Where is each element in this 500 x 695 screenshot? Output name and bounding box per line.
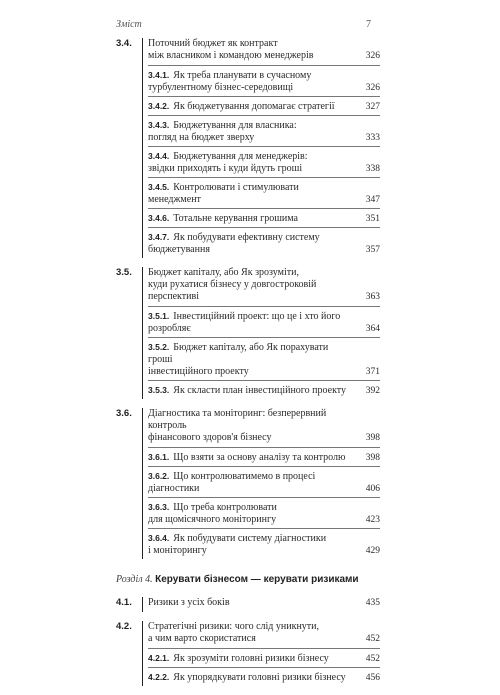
entry-title	[148, 621, 360, 645]
section-number: 4.1.	[116, 597, 132, 608]
subentry-number: 4.2.1.	[148, 653, 170, 663]
entry-title-line: Ризики з усіх боків	[148, 597, 230, 608]
section-body	[142, 38, 380, 258]
subentry-number: 4.2.2.	[148, 672, 170, 682]
subentry-number: 3.4.3.	[148, 120, 170, 130]
part-label: Розділ 4.	[116, 574, 156, 585]
toc-subentry[interactable]	[148, 532, 380, 559]
toc-entry[interactable]	[148, 621, 380, 649]
subentry-title	[148, 501, 360, 526]
subentry-number: 3.4.6.	[148, 213, 170, 223]
entry-title-line: Контролювати і стимулювати менеджмент	[148, 182, 299, 205]
subentry-number: 3.4.2.	[148, 101, 170, 111]
section-number: 3.6.	[116, 408, 132, 419]
entry-title-line: куди рухатися бізнесу у довгостроковій перспективі	[148, 279, 317, 302]
section-gap	[116, 612, 380, 621]
subentry-page: 392	[365, 386, 380, 396]
subentry-number: 3.6.3.	[148, 502, 170, 512]
subentry-page: 333	[365, 133, 380, 143]
entry-title	[148, 38, 360, 62]
toc-section	[116, 408, 380, 559]
entry-title-line: Бюджет капіталу, або Як зрозуміти,	[148, 267, 299, 278]
toc-section	[116, 597, 380, 612]
section-gap	[116, 399, 380, 408]
entry-title-line: Як скласти план інвестиційного проекту	[173, 385, 347, 396]
entry-title-line: Як побудувати систему діагностики	[173, 533, 327, 544]
toc-subentry[interactable]	[148, 652, 380, 668]
subentry-title	[148, 652, 360, 665]
entry-title	[148, 408, 360, 444]
toc-entry[interactable]	[148, 597, 380, 612]
subentry-page: 423	[365, 515, 380, 525]
section-body	[142, 597, 380, 612]
part-heading	[116, 574, 380, 585]
section-body	[142, 621, 380, 686]
entry-page: 363	[365, 292, 380, 302]
subentry-title	[148, 532, 360, 557]
subentry-number: 3.6.1.	[148, 452, 170, 462]
subentry-title	[148, 150, 360, 175]
entry-title-line: погляд на бюджет зверху	[148, 132, 255, 143]
section-gap	[116, 258, 380, 267]
toc-subentry[interactable]	[148, 69, 380, 97]
entry-page: 398	[365, 433, 380, 443]
entry-title-line: фінансового здоров'я бізнесу	[148, 432, 272, 443]
running-title: Зміст	[116, 19, 142, 30]
entry-title-line: інвестиційного проекту	[148, 366, 249, 377]
subentry-number: 3.4.4.	[148, 151, 170, 161]
section-number: 3.4.	[116, 38, 132, 49]
subentry-title	[148, 69, 360, 94]
entry-title-line: Поточний бюджет як контракт	[148, 38, 278, 49]
toc-section	[116, 38, 380, 258]
toc-entry[interactable]	[148, 38, 380, 66]
subentry-number: 3.5.3.	[148, 385, 170, 395]
subentry-title	[148, 384, 360, 397]
entry-title-line: звідки приходять і куди йдуть гроші	[148, 163, 303, 174]
subentry-number: 3.4.5.	[148, 182, 170, 192]
entry-title-line: а чим варто скористатися	[148, 633, 256, 644]
subentry-title	[148, 470, 360, 495]
entry-title-line: Бюджет капіталу, або Як порахувати гроші	[148, 342, 329, 365]
toc-subentry[interactable]	[148, 181, 380, 209]
section-gap	[116, 686, 380, 695]
table-of-contents	[116, 38, 380, 695]
subentry-number: 3.4.7.	[148, 232, 170, 242]
entry-title-line: і моніторингу	[148, 545, 207, 556]
entry-title	[148, 267, 360, 303]
subentry-page: 357	[365, 245, 380, 255]
subentry-title	[148, 310, 360, 335]
subentry-page: 347	[365, 195, 380, 205]
subentry-title	[148, 212, 360, 225]
subentry-page: 406	[365, 484, 380, 494]
subentry-page: 398	[365, 453, 380, 463]
entry-page: 452	[365, 634, 380, 644]
section-number: 4.2.	[116, 621, 132, 632]
section-body	[142, 408, 380, 559]
entry-title-line: Бюджетування для менеджерів:	[173, 151, 308, 162]
section-body	[142, 267, 380, 399]
entry-title-line: Як бюджетування допомагає стратегії	[173, 101, 335, 112]
subentry-title	[148, 231, 360, 256]
subentry-number: 3.5.2.	[148, 342, 170, 352]
subentry-number: 3.5.1.	[148, 311, 170, 321]
entry-title-line: Як зрозуміти головні ризики бізнесу	[173, 653, 329, 664]
entry-title-line: Як упорядкувати головні ризики бізнесу	[173, 672, 346, 683]
entry-title-line: для щомісячного моніторингу	[148, 514, 277, 525]
toc-entry[interactable]	[148, 408, 380, 448]
entry-title-line: Інвестиційний проект: що це і хто його розробляє	[148, 311, 341, 334]
page-number: 7	[366, 19, 371, 30]
subentry-title	[148, 451, 360, 464]
part-title: Керувати бізнесом — керувати ризиками	[155, 574, 359, 585]
toc-subentry[interactable]	[148, 310, 380, 338]
subentry-number: 3.6.4.	[148, 533, 170, 543]
toc-subentry[interactable]	[148, 341, 380, 381]
toc-subentry[interactable]	[148, 501, 380, 529]
subentry-page: 429	[365, 546, 380, 556]
toc-subentry[interactable]	[148, 470, 380, 498]
subentry-number: 3.4.1.	[148, 70, 170, 80]
entry-title-line: Діагностика та моніторинг: безперервний контроль	[148, 408, 327, 431]
subentry-page: 371	[365, 367, 380, 377]
entry-title-line: турбулентному бізнес-середовищі	[148, 82, 294, 93]
subentry-page: 364	[365, 324, 380, 334]
subentry-page: 327	[365, 102, 380, 112]
toc-subentry[interactable]	[148, 212, 380, 228]
subentry-number: 3.6.2.	[148, 471, 170, 481]
toc-entry[interactable]	[148, 267, 380, 307]
subentry-page: 452	[365, 654, 380, 664]
toc-subentry[interactable]	[148, 150, 380, 178]
subentry-page: 338	[365, 164, 380, 174]
entry-title-line: між власником і командою менеджерів	[148, 50, 314, 61]
entry-title-line: Як побудувати ефективну систему бюджетування	[148, 232, 320, 255]
subentry-title	[148, 100, 360, 113]
entry-title-line: Як треба планувати в сучасному	[173, 70, 312, 81]
subentry-title	[148, 341, 360, 378]
entry-title-line: Тотальне керування грошима	[173, 213, 298, 224]
subentry-title	[148, 671, 360, 684]
entry-title-line: Стратегічні ризики: чого слід уникнути,	[148, 621, 320, 632]
toc-subentry[interactable]	[148, 119, 380, 147]
subentry-page: 456	[365, 673, 380, 683]
toc-subentry[interactable]	[148, 451, 380, 467]
toc-section	[116, 267, 380, 399]
entry-title-line: Що контролюватимемо в процесі діагностики	[148, 471, 316, 494]
entry-title	[148, 597, 360, 609]
toc-subentry[interactable]	[148, 100, 380, 116]
entry-title-line: Що треба контролювати	[173, 502, 277, 513]
toc-section	[116, 621, 380, 686]
toc-subentry[interactable]	[148, 671, 380, 686]
entry-page: 435	[365, 598, 380, 608]
section-number: 3.5.	[116, 267, 132, 278]
section-gap	[116, 559, 380, 568]
toc-subentry[interactable]	[148, 231, 380, 258]
toc-subentry[interactable]	[148, 384, 380, 399]
subentry-title	[148, 181, 360, 206]
entry-title-line: Бюджетування для власника:	[173, 120, 297, 131]
subentry-title	[148, 119, 360, 144]
subentry-page: 326	[365, 83, 380, 93]
entry-page: 326	[365, 51, 380, 61]
entry-title-line: Що взяти за основу аналізу та контролю	[173, 452, 346, 463]
subentry-page: 351	[365, 214, 380, 224]
